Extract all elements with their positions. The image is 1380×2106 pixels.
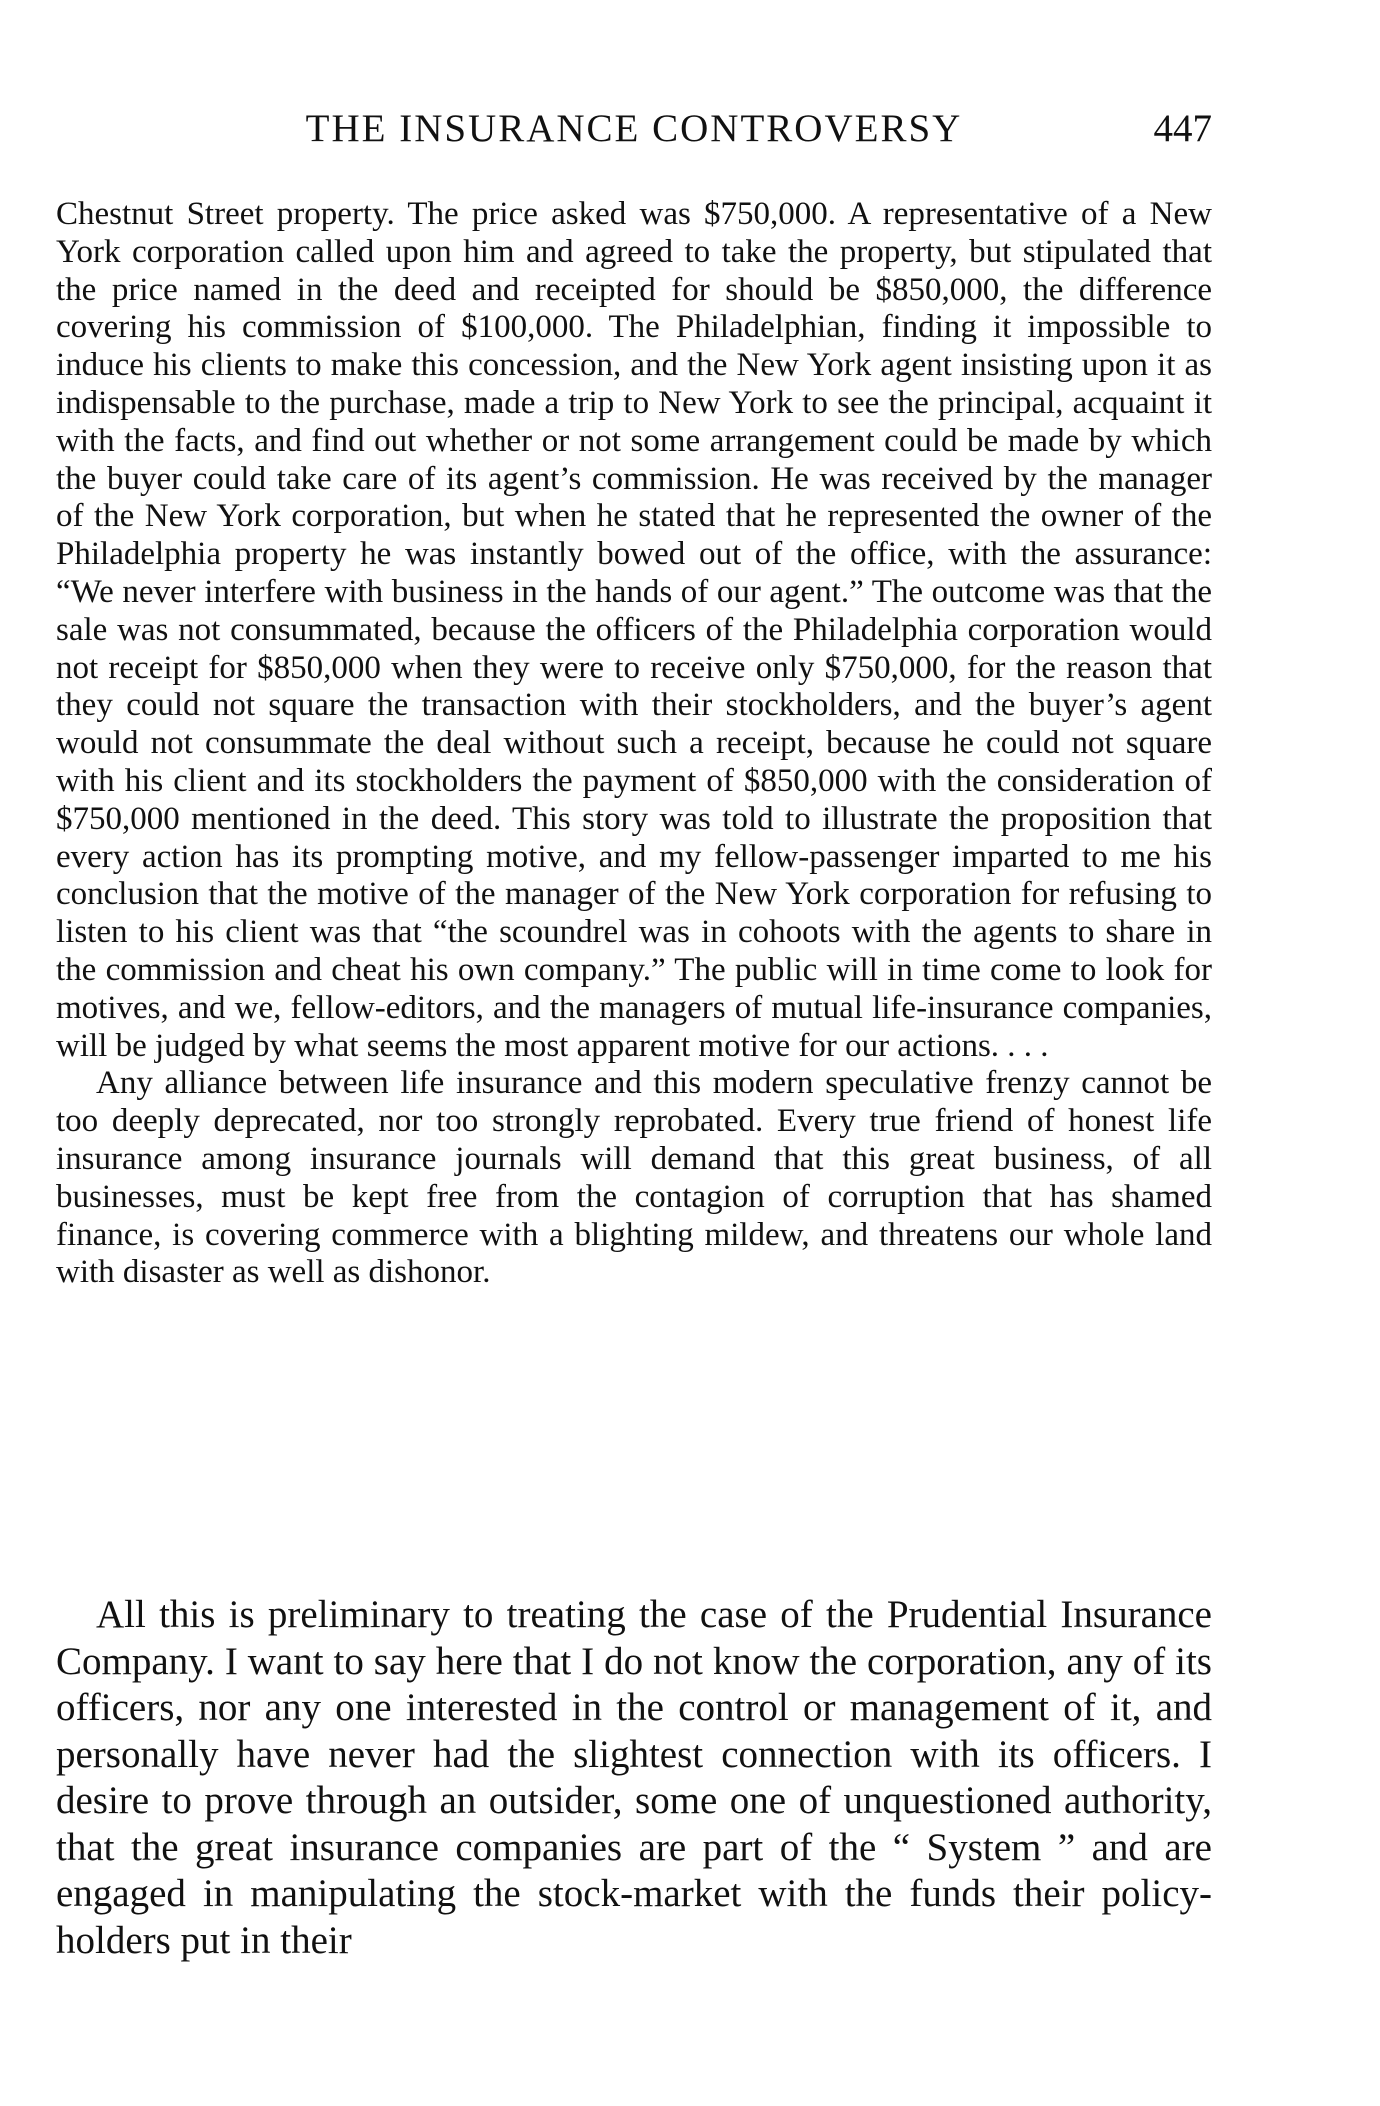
page-number: 447 xyxy=(1153,107,1212,150)
quote-paragraph-2: Any alliance between life insurance and this modern speculative frenzy cannot be too deeply deprecated, nor too strongly reprobated. Every true friend of honest life insurance among insurance journals will demand that this great business, of all businesses, must be kept free from the contagion of corruption that has shamed finance, is covering commerce with a blighting mildew, and threatens our whole land with disaster as well as dishonor. xyxy=(56,1065,1212,1291)
running-title: THE INSURANCE CONTROVERSY xyxy=(305,107,963,150)
body-paragraph-1: All this is preliminary to treating the case of the Prudential Insurance Company. I want to say here that I do not know the corporation, any of its officers, nor any one interested in the control or management of it, and personally have never had the slightest connection with its officers. I desire to prove through an outsider, some one of unquestioned authority, that the great insurance companies are part of the “ System ” and are engaged in manipulating the stock-market with the funds their policy-holders put in their xyxy=(56,1593,1212,1962)
running-head xyxy=(56,104,1212,154)
quoted-extract xyxy=(56,196,1212,1292)
body-text xyxy=(56,1592,1212,1964)
quote-paragraph-1: Chestnut Street property. The price asked was $750,000. A representative of a New York corporation called upon him and agreed to take the property, but stipulated that the price named in the deed and receipted for should be $850,000, the difference covering his commission of $100,000. The Philadelphian, finding it impossible to induce his clients to make this concession, and the New York agent insisting upon it as indispensable to the purchase, made a trip to New York to see the principal, acquaint it with the facts, and find out whether or not some arrangement could be made by which the buyer could take care of its agent’s commission. He was received by the manager of the New York corporation, but when he stated that he represented the owner of the Philadelphia property he was instantly bowed out of the office, with the assurance: “We never interfere with business in the hands of our agent.” The outcome was that the sale was not consummated, because the officers of the Philadelphia corporation would not receipt for $850,000 when they were to receive only $750,000, for the reason that they could not square the transaction with their stockholders, and the buyer’s agent would not consummate the deal without such a receipt, because he could not square with his client and its stockholders the payment of $850,000 with the consideration of $750,000 mentioned in the deed. This story was told to illustrate the proposition that every action has its prompting motive, and my fellow-passenger imparted to me his conclusion that the motive of the manager of the New York corporation for refusing to listen to his client was that “the scoundrel was in cohoots with the agents to share in the commission and cheat his own company.” The public will in time come to look for motives, and we, fellow-editors, and the managers of mutual life-insurance companies, will be judged by what seems the most apparent motive for our actions. . . . xyxy=(56,196,1212,1064)
